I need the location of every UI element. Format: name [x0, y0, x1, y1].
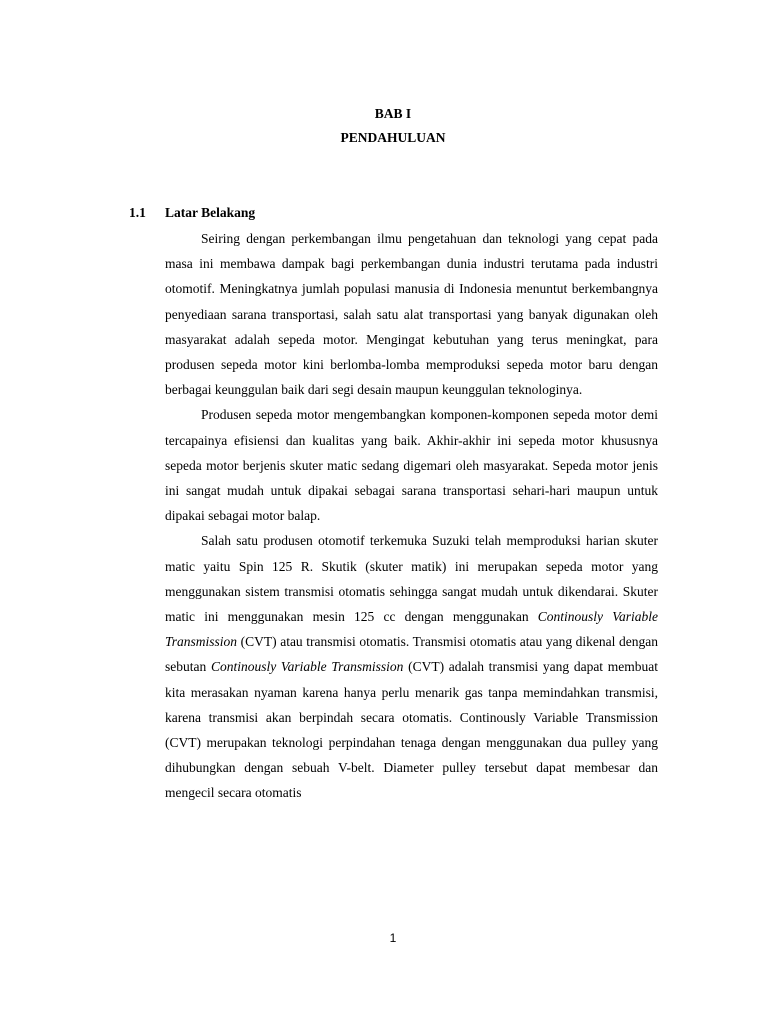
- italic-term-cvt: Continously Variable Transmission: [165, 609, 659, 650]
- paragraph-3-text-b: (CVT) atau transmisi otomatis. Transmisi otomatis atau yang dikenal dengan sebutan: [165, 634, 658, 675]
- paragraph-2: Produsen sepeda motor mengembangkan komponen-komponen sepeda motor demi tercapainya efisiensi dan kualitas yang baik. Akhir-akhir ini sepeda motor khususnya sepeda motor berjenis skuter matic sedang digemari oleh masyarakat. Sepeda motor jenis ini sangat mudah untuk dipakai sebagai sarana transportasi sehari-hari maupun untuk dipakai sebagai motor balap.: [165, 407, 658, 524]
- paragraph-3-text-c: (CVT) adalah transmisi yang dapat membuat kita merasakan nyaman karena hanya perlu menarik gas tanpa memindahkan transmisi, karena transmisi akan berpindah secara otomatis. Continously Variable Transmission (CVT) merupakan teknologi perpindahan tenaga dengan menggunakan dua pulley yang dihubungkan dengan sebuah V-belt. Diameter pulley tersebut dapat membesar dan mengecil secara otomatis: [165, 659, 658, 801]
- paragraph-3: [165, 528, 658, 805]
- paragraph-1: Seiring dengan perkembangan ilmu pengetahuan dan teknologi yang cepat pada masa ini membawa dampak bagi perkembangan dunia industri terutama pada industri otomotif. Meningkatnya jumlah populasi manusia di Indonesia menuntut berkembangnya penyediaan sarana transportasi, salah satu alat transportasi yang banyak digunakan oleh masyarakat adalah sepeda motor. Mengingat kebutuhan yang terus meningkat, para produsen sepeda motor kini berlomba-lomba memproduksi sepeda motor baru dengan berbagai keunggulan baik dari segi desain maupun keunggulan teknologinya.: [165, 231, 658, 398]
- italic-term-cvt: Continously Variable Transmission: [210, 659, 404, 675]
- section-number: 1.1: [129, 205, 146, 220]
- chapter-title: PENDAHULUAN: [340, 130, 446, 145]
- chapter-label: BAB I: [374, 106, 412, 121]
- page-number: 1: [389, 931, 397, 945]
- section-title: Latar Belakang: [165, 205, 256, 220]
- section-heading: [129, 204, 255, 222]
- paragraph-3-text-a: Salah satu produsen otomotif terkemuka Suzuki telah memproduksi harian skuter matic yaitu Spin 125 R. Skutik (skuter matik) ini merupakan sepeda motor yang menggunakan sistem transmisi otomatis sehingga sangat mudah untuk dikendarai. Skuter matic ini menggunakan mesin 125 cc dengan menggunakan: [165, 533, 658, 625]
- body-text: [165, 226, 658, 806]
